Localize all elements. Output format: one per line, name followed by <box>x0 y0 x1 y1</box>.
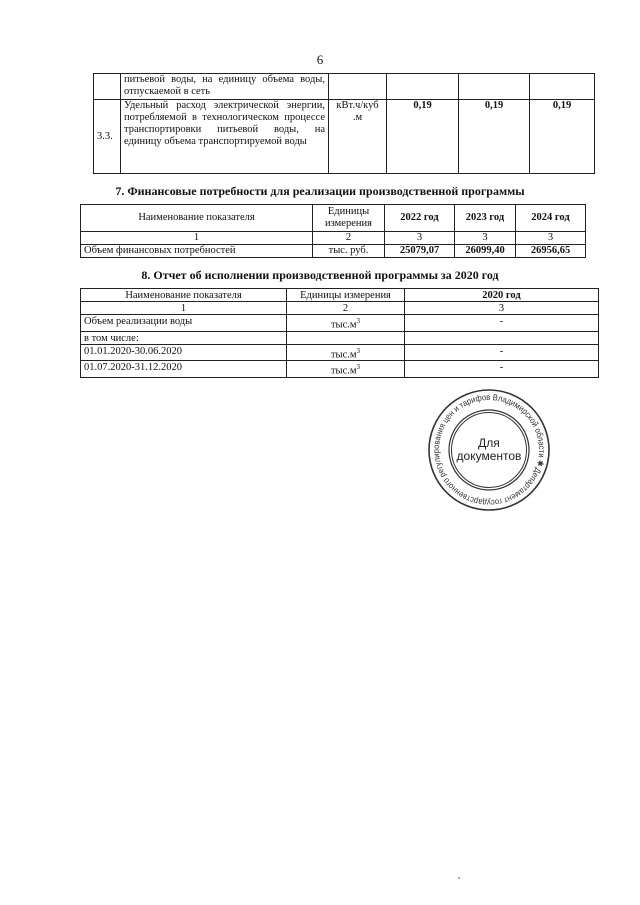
index-cell: 3 <box>405 302 599 315</box>
unit-cell <box>287 331 405 344</box>
value-cell: 0,19 <box>387 100 459 174</box>
header-year: 2024 год <box>516 205 586 232</box>
index-row <box>81 232 586 245</box>
header-year: 2023 год <box>455 205 516 232</box>
section-8-title: 8. Отчет об исполнении производственной программы за 2020 год <box>141 268 499 282</box>
index-cell: 1 <box>81 302 287 315</box>
header-name: Наименование показателя <box>81 289 287 302</box>
indicator-name-cell: Объем финансовых потребностей <box>81 245 313 258</box>
unit-cell <box>287 315 405 332</box>
indicator-name-cell: Удельный расход электрической энергии, потребляемой в технологическом процессе транспортировки питьевой воды, на единицу объема транспортируемой воды <box>121 100 329 174</box>
index-cell: 1 <box>81 232 313 245</box>
stamp-line-1: Для <box>478 436 500 450</box>
table-row <box>81 331 599 344</box>
header-unit: Единицы измерения <box>313 205 385 232</box>
unit-cell <box>287 344 405 361</box>
unit-text: тыс.м <box>330 319 357 331</box>
value-cell <box>459 74 530 100</box>
financial-needs-table <box>80 204 586 258</box>
table-header-row <box>81 289 599 302</box>
table-row <box>81 344 599 361</box>
header-year: 2022 год <box>385 205 455 232</box>
indicator-name-cell: Объем реализации воды <box>81 315 287 332</box>
indicator-name-cell: питьевой воды, на единицу объема воды, отпускаемой в сеть <box>121 74 329 100</box>
table-row <box>94 74 595 100</box>
index-row <box>81 302 599 315</box>
stamp-ring-text: Департамент государственного регулирования цен и тарифов Владимирской области ✱ <box>430 391 548 509</box>
unit-superscript: 3 <box>356 363 361 371</box>
unit-cell <box>287 361 405 378</box>
official-stamp <box>427 388 551 512</box>
unit-superscript: 3 <box>356 346 361 355</box>
value-cell: 0,19 <box>459 100 530 174</box>
unit-cell <box>329 74 387 100</box>
table-row <box>94 100 595 174</box>
value-cell <box>387 74 459 100</box>
value-cell: 26099,40 <box>455 245 516 258</box>
table-row <box>81 361 599 378</box>
indicator-name-cell: 01.01.2020-30.06.2020 <box>81 344 287 361</box>
value-cell <box>530 74 595 100</box>
row-number-cell <box>94 74 121 100</box>
table-header-row <box>81 205 586 232</box>
index-cell: 3 <box>455 232 516 245</box>
header-year: 2020 год <box>405 289 599 302</box>
index-cell: 2 <box>287 302 405 315</box>
unit-cell: кВт.ч/куб .м <box>329 100 387 174</box>
index-cell: 3 <box>516 232 586 245</box>
value-cell: - <box>405 344 599 361</box>
scan-speck <box>458 877 460 879</box>
indicators-table-continuation <box>93 73 595 174</box>
value-cell: 25079,07 <box>385 245 455 258</box>
stamp-center <box>451 412 527 488</box>
unit-text: тыс.м <box>330 349 357 360</box>
header-name: Наименование показателя <box>81 205 313 232</box>
index-cell: 3 <box>385 232 455 245</box>
unit-text: тыс.м <box>330 365 357 377</box>
page-number: 6 <box>316 52 324 67</box>
row-number-cell: 3.3. <box>94 100 121 174</box>
execution-report-table <box>80 288 599 378</box>
section-7-title: 7. Финансовые потребности для реализации производственной программы <box>115 184 525 198</box>
table-row <box>81 315 599 332</box>
value-cell <box>405 331 599 344</box>
value-cell: - <box>405 361 599 378</box>
indicator-name-cell: 01.07.2020-31.12.2020 <box>81 361 287 378</box>
unit-superscript: 3 <box>356 317 361 325</box>
table-row <box>81 245 586 258</box>
value-cell: 26956,65 <box>516 245 586 258</box>
header-unit: Единицы измерения <box>287 289 405 302</box>
unit-cell: тыс. руб. <box>313 245 385 258</box>
stamp-line-2: документов <box>456 449 522 463</box>
index-cell: 2 <box>313 232 385 245</box>
value-cell: 0,19 <box>530 100 595 174</box>
value-cell: - <box>405 315 599 332</box>
indicator-name-cell: в том числе: <box>81 331 287 344</box>
